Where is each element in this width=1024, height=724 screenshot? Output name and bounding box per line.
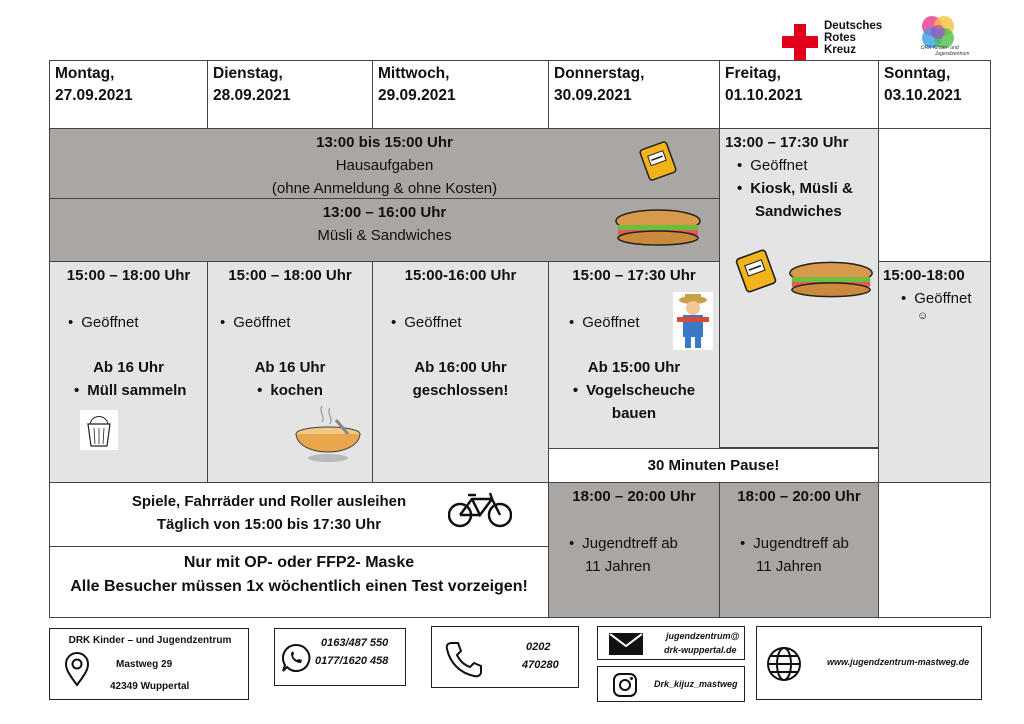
friday-evening-time: 18:00 – 20:00 Uhr (737, 488, 861, 505)
thursday-afternoon-block (548, 261, 720, 449)
whatsapp-box (274, 628, 406, 686)
mask-block (49, 546, 549, 618)
day-header-sunday (878, 60, 991, 129)
thursday-evening-time: 18:00 – 20:00 Uhr (572, 488, 696, 505)
friday-item-sandwiches: Sandwiches (755, 203, 842, 220)
day-name: Sonntag, (884, 65, 951, 82)
thursday-evening-item-2: 11 Jahren (585, 558, 651, 575)
muesli-time: 13:00 – 16:00 Uhr (322, 204, 447, 221)
monday-afternoon-block (49, 261, 208, 483)
email-user[interactable]: jugendzentrum@ (666, 631, 740, 641)
drk-text-2: Rotes (824, 32, 856, 44)
phone-number[interactable]: 470280 (522, 659, 559, 671)
website-link[interactable]: www.jugendzentrum-mastweg.de (827, 657, 970, 667)
sunday-empty-cell (878, 128, 991, 262)
thursday-evening-block (548, 482, 720, 618)
trash-collection-icon (80, 410, 118, 450)
phone-box (431, 626, 579, 688)
bicycle-icon (448, 491, 512, 529)
sunday-item-open: • Geöffnet (883, 287, 986, 310)
rental-block (49, 482, 549, 547)
whatsapp-icon (281, 643, 311, 673)
whatsapp-number-2[interactable]: 0177/1620 458 (315, 655, 389, 667)
day-date: 27.09.2021 (55, 87, 133, 104)
homework-title: Hausaufgaben (335, 157, 434, 174)
sandwich-icon (786, 259, 876, 299)
address-city: 42349 Wuppertal (110, 681, 190, 692)
sunday-afternoon-block (878, 261, 991, 483)
day-header-thursday (548, 60, 720, 129)
tuesday-item-open: • Geöffnet (208, 311, 372, 334)
day-name: Montag, (55, 65, 115, 82)
monday-activity: • Müll sammeln (50, 379, 207, 402)
friday-afternoon-block (719, 128, 879, 448)
phone-icon (444, 639, 484, 679)
jz-text-2: Jugendzentrum (935, 51, 970, 57)
day-date: 28.09.2021 (213, 87, 291, 104)
wednesday-item-open: • Geöffnet (373, 311, 548, 334)
day-header-tuesday (207, 60, 373, 129)
wednesday-time: 15:00-16:00 Uhr (404, 267, 517, 284)
sunday-time: 15:00-18:00 (883, 267, 965, 284)
friday-evening-block (719, 482, 879, 618)
mask-line-2: Alle Besucher müssen 1x wöchentlich einen Test vorzeigen! (70, 578, 528, 595)
whatsapp-number-1[interactable]: 0163/487 550 (321, 637, 389, 649)
address-street: Mastweg 29 (116, 659, 173, 670)
day-name: Freitag, (725, 65, 781, 82)
email-domain[interactable]: drk-wuppertal.de (664, 645, 737, 655)
friday-item-kiosk: • Kiosk, Müsli & (725, 177, 873, 200)
pause-banner: 30 Minuten Pause! (548, 448, 879, 483)
homework-note: (ohne Anmeldung & ohne Kosten) (271, 180, 498, 197)
instagram-handle[interactable]: Drk_kijuz_mastweg (654, 679, 738, 689)
homework-block (49, 128, 720, 199)
day-date: 01.10.2021 (725, 87, 803, 104)
drk-text-1: Deutsches (824, 20, 883, 32)
day-name: Dienstag, (213, 65, 283, 82)
jugendzentrum-logo (915, 12, 1005, 62)
thursday-activity: • Vogelscheuche (549, 379, 719, 402)
drk-logo (782, 18, 892, 58)
rental-line-2: Täglich von 15:00 bis 17:30 Uhr (156, 516, 382, 533)
sunday-evening-empty (878, 482, 991, 618)
day-header-monday (49, 60, 208, 129)
drk-text-3: Kreuz (824, 44, 856, 56)
thursday-item-open: • Geöffnet (549, 311, 719, 334)
day-date: 30.09.2021 (554, 87, 632, 104)
jz-text-1: DRK Kinder- und (921, 45, 959, 51)
thursday-evening-item: • Jugendtreff ab (549, 532, 719, 555)
day-name: Donnerstag, (554, 65, 645, 82)
scarecrow-icon (673, 292, 713, 350)
monday-sub: Ab 16 Uhr (93, 359, 164, 376)
day-date: 29.09.2021 (378, 87, 456, 104)
tuesday-sub: Ab 16 Uhr (254, 359, 326, 376)
address-title: DRK Kinder – und Jugendzentrum (68, 635, 232, 646)
phone-area-code[interactable]: 0202 (526, 641, 551, 653)
day-header-wednesday (372, 60, 549, 129)
mail-icon (608, 632, 644, 656)
day-name: Mittwoch, (378, 65, 450, 82)
friday-evening-item: • Jugendtreff ab (720, 532, 878, 555)
tuesday-time: 15:00 – 18:00 Uhr (228, 267, 352, 284)
thursday-sub: Ab 15:00 Uhr (587, 359, 681, 376)
thursday-time: 15:00 – 17:30 Uhr (572, 267, 696, 284)
muesli-block (49, 198, 720, 262)
notebook-icon (732, 247, 780, 295)
day-header-friday (719, 60, 879, 129)
wednesday-sub: Ab 16:00 Uhr (414, 359, 507, 376)
sandwich-icon (612, 207, 704, 247)
red-cross-icon (782, 24, 818, 60)
location-pin-icon (64, 651, 90, 687)
tuesday-activity: • kochen (208, 379, 372, 402)
address-box (49, 628, 249, 700)
mask-line-1: Nur mit OP- oder FFP2- Maske (183, 554, 415, 571)
cooking-pot-icon (292, 404, 364, 466)
smiley-icon: ☺ (917, 310, 929, 322)
friday-evening-item-2: 11 Jahren (756, 558, 822, 575)
wednesday-afternoon-block (372, 261, 549, 483)
globe-icon (765, 645, 803, 683)
tuesday-afternoon-block (207, 261, 373, 483)
wednesday-closed: geschlossen! (412, 382, 509, 399)
website-box (756, 626, 982, 700)
rental-line-1: Spiele, Fahrräder und Roller ausleihen (131, 493, 407, 510)
instagram-icon (612, 672, 638, 698)
email-box (597, 626, 745, 660)
muesli-title: Müsli & Sandwiches (317, 227, 452, 244)
friday-time: 13:00 – 17:30 Uhr (725, 134, 849, 151)
thursday-activity-2: bauen (611, 405, 657, 422)
friday-item-open: • Geöffnet (725, 154, 873, 177)
instagram-box (597, 666, 745, 702)
day-date: 03.10.2021 (884, 87, 962, 104)
homework-time: 13:00 bis 15:00 Uhr (316, 134, 453, 151)
monday-item-open: • Geöffnet (50, 311, 207, 334)
monday-time: 15:00 – 18:00 Uhr (66, 267, 191, 284)
notebook-icon (636, 139, 680, 183)
